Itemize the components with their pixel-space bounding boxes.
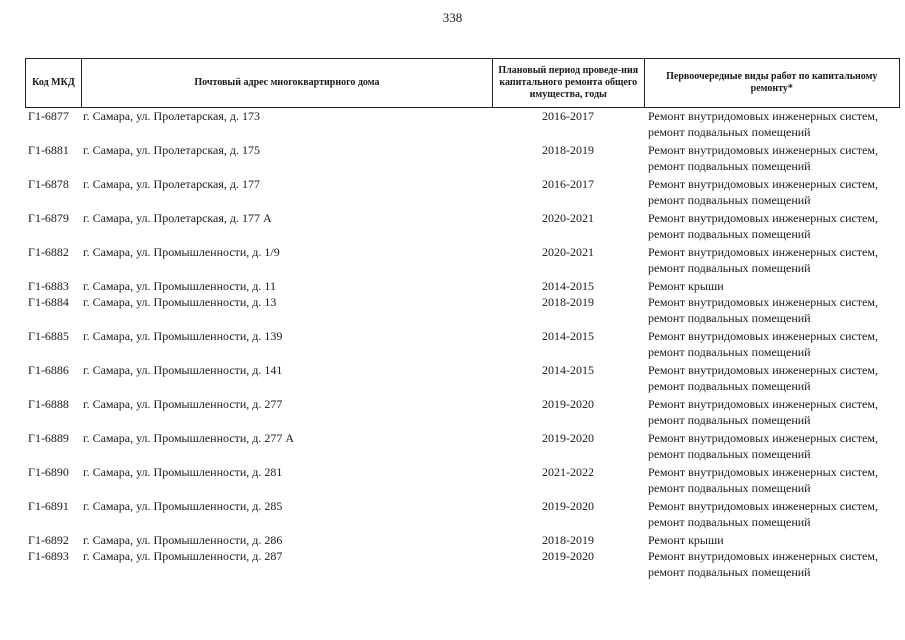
works-line: Ремонт внутридомовых инженерных систем, (648, 499, 878, 513)
cell-works (648, 362, 900, 394)
works-line: Ремонт внутридомовых инженерных систем, (648, 397, 878, 411)
cell-code: Г1-6886 (28, 363, 69, 377)
cell-address: г. Самара, ул. Промышленности, д. 141 (83, 363, 283, 377)
cell-period: 2020-2021 (542, 245, 594, 259)
cell-works (648, 210, 900, 242)
cell-code: Г1-6877 (28, 109, 69, 123)
works-line: ремонт подвальных помещений (648, 311, 811, 325)
table-row (25, 176, 900, 210)
works-line: Ремонт внутридомовых инженерных систем, (648, 143, 878, 157)
page-number: 338 (442, 10, 463, 25)
cell-address: г. Самара, ул. Промышленности, д. 285 (83, 499, 283, 513)
table-row (25, 108, 900, 142)
works-line: ремонт подвальных помещений (648, 227, 811, 241)
cell-address: г. Самара, ул. Промышленности, д. 281 (83, 465, 283, 479)
cell-address: г. Самара, ул. Промышленности, д. 11 (83, 279, 276, 293)
works-line: Ремонт внутридомовых инженерных систем, (648, 431, 878, 445)
cell-works (648, 244, 900, 276)
works-line: ремонт подвальных помещений (648, 447, 811, 461)
works-line: ремонт подвальных помещений (648, 379, 811, 393)
cell-code: Г1-6882 (28, 245, 69, 259)
cell-address: г. Самара, ул. Промышленности, д. 139 (83, 329, 283, 343)
cell-address: г. Самара, ул. Промышленности, д. 286 (83, 533, 283, 547)
cell-address: г. Самара, ул. Промышленности, д. 13 (83, 295, 277, 309)
cell-period: 2018-2019 (542, 295, 594, 309)
works-line: Ремонт внутридомовых инженерных систем, (648, 211, 878, 225)
table-header (25, 58, 900, 108)
cell-code: Г1-6892 (28, 533, 69, 547)
table-row (25, 362, 900, 396)
works-line: Ремонт внутридомовых инженерных систем, (648, 549, 878, 563)
cell-period: 2014-2015 (542, 329, 594, 343)
cell-address: г. Самара, ул. Пролетарская, д. 175 (83, 143, 260, 157)
works-line: ремонт подвальных помещений (648, 125, 811, 139)
cell-works (648, 142, 900, 174)
works-line: ремонт подвальных помещений (648, 261, 811, 275)
cell-code: Г1-6881 (28, 143, 69, 157)
cell-code: Г1-6878 (28, 177, 69, 191)
cell-period: 2014-2015 (542, 363, 594, 377)
works-line: Ремонт внутридомовых инженерных систем, (648, 245, 878, 259)
cell-code: Г1-6889 (28, 431, 69, 445)
works-line: Ремонт внутридомовых инженерных систем, (648, 465, 878, 479)
cell-period: 2019-2020 (542, 431, 594, 445)
cell-code: Г1-6888 (28, 397, 69, 411)
cell-period: 2018-2019 (542, 143, 594, 157)
table-row (25, 396, 900, 430)
cell-period: 2016-2017 (542, 109, 594, 123)
works-line: ремонт подвальных помещений (648, 481, 811, 495)
works-line: Ремонт внутридомовых инженерных систем, (648, 329, 878, 343)
works-line: Ремонт крыши (648, 279, 724, 293)
cell-address: г. Самара, ул. Пролетарская, д. 177 (83, 177, 260, 191)
works-line: ремонт подвальных помещений (648, 193, 811, 207)
table-row (25, 548, 900, 582)
works-line: ремонт подвальных помещений (648, 413, 811, 427)
cell-address: г. Самара, ул. Промышленности, д. 277 (83, 397, 283, 411)
table-row (25, 430, 900, 464)
cell-works (648, 532, 900, 548)
cell-works (648, 328, 900, 360)
header-address: Почтовый адрес многоквартирного дома (81, 59, 492, 107)
cell-works (648, 176, 900, 208)
cell-address: г. Самара, ул. Пролетарская, д. 173 (83, 109, 260, 123)
cell-code: Г1-6879 (28, 211, 69, 225)
works-line: Ремонт внутридомовых инженерных систем, (648, 295, 878, 309)
works-line: ремонт подвальных помещений (648, 515, 811, 529)
cell-address: г. Самара, ул. Промышленности, д. 1/9 (83, 245, 280, 259)
cell-works (648, 430, 900, 462)
cell-works (648, 294, 900, 326)
header-code: Код МКД (32, 77, 75, 88)
cell-works (648, 396, 900, 428)
cell-period: 2018-2019 (542, 533, 594, 547)
cell-works (648, 278, 900, 294)
cell-address: г. Самара, ул. Пролетарская, д. 177 А (83, 211, 272, 225)
cell-code: Г1-6883 (28, 279, 69, 293)
works-line: Ремонт внутридомовых инженерных систем, (648, 109, 878, 123)
table-row (25, 244, 900, 278)
works-line: Ремонт крыши (648, 533, 724, 547)
cell-works (648, 464, 900, 496)
cell-address: г. Самара, ул. Промышленности, д. 287 (83, 549, 283, 563)
cell-code: Г1-6893 (28, 549, 69, 563)
works-line: ремонт подвальных помещений (648, 345, 811, 359)
cell-period: 2021-2022 (542, 465, 594, 479)
table-row (25, 498, 900, 532)
cell-period: 2019-2020 (542, 397, 594, 411)
table-row (25, 210, 900, 244)
cell-code: Г1-6884 (28, 295, 69, 309)
works-line: Ремонт внутридомовых инженерных систем, (648, 363, 878, 377)
cell-code: Г1-6885 (28, 329, 69, 343)
table-row (25, 464, 900, 498)
cell-works (648, 548, 900, 580)
header-period: Плановый период проведе-ния капитального ремонта общего имущества, годы (492, 59, 644, 107)
cell-period: 2016-2017 (542, 177, 594, 191)
works-line: ремонт подвальных помещений (648, 159, 811, 173)
table-row (25, 328, 900, 362)
cell-period: 2014-2015 (542, 279, 594, 293)
cell-works (648, 498, 900, 530)
table-row (25, 294, 900, 328)
cell-code: Г1-6891 (28, 499, 69, 513)
cell-code: Г1-6890 (28, 465, 69, 479)
table-row (25, 142, 900, 176)
cell-period: 2019-2020 (542, 549, 594, 563)
cell-works (648, 108, 900, 140)
cell-period: 2020-2021 (542, 211, 594, 225)
works-line: Ремонт внутридомовых инженерных систем, (648, 177, 878, 191)
cell-address: г. Самара, ул. Промышленности, д. 277 А (83, 431, 295, 445)
header-works: Первоочередные виды работ по капитальному ремонту* (644, 59, 899, 107)
works-line: ремонт подвальных помещений (648, 565, 811, 579)
cell-period: 2019-2020 (542, 499, 594, 513)
